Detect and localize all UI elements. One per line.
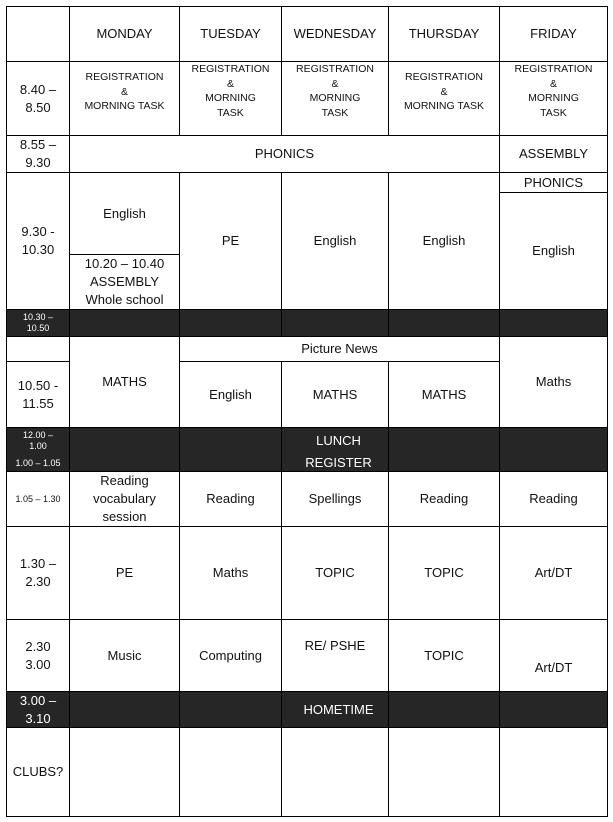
time-slot: 8.40 – 8.50 (19, 81, 57, 115)
lesson-monday: Music (107, 647, 142, 663)
lesson-friday: Maths (535, 374, 572, 389)
clubs-label: CLUBS? (12, 764, 64, 779)
time-slot: 2.30 3.00 (25, 638, 51, 672)
grid-line (607, 6, 608, 817)
assembly-friday: ASSEMBLY (518, 146, 589, 161)
time-slot: 1.00 – 1.05 (15, 457, 61, 468)
break-row-fill (6, 309, 608, 336)
grid-line (6, 816, 608, 817)
lesson-monday-maths: MATHS (102, 374, 147, 389)
lesson-monday: Reading vocabulary session (93, 473, 156, 524)
lesson-thursday: MATHS (421, 386, 467, 402)
registration-wednesday: REGISTRATION & MORNING TASK (296, 63, 374, 119)
lunch-label: LUNCH (316, 433, 361, 448)
day-header-monday: MONDAY (96, 26, 153, 41)
grid-line (6, 727, 608, 728)
registration-monday: REGISTRATION & MORNING TASK (84, 71, 165, 113)
time-slot: 10.30 – 10.50 (22, 312, 54, 333)
lesson-friday: Art/DT (534, 565, 573, 580)
phonics-mon-thu: PHONICS (254, 146, 315, 161)
lesson-wednesday: MATHS (312, 386, 358, 402)
time-slot: 12.00 – 1.00 (22, 430, 54, 451)
day-header-thursday: THURSDAY (408, 26, 480, 41)
day-header-tuesday: TUESDAY (200, 26, 261, 41)
registration-tuesday: REGISTRATION & MORNING TASK (191, 63, 270, 119)
hometime-label: HOMETIME (303, 701, 374, 717)
lesson-wednesday: English (313, 233, 357, 248)
lesson-wednesday: RE/ PSHE (304, 638, 366, 653)
time-slot: 1.30 – 2.30 (19, 556, 57, 589)
register-label: REGISTER (305, 455, 372, 470)
lesson-tuesday: Reading (206, 491, 255, 506)
lesson-tuesday: Maths (212, 565, 249, 580)
lesson-thursday: TOPIC (424, 647, 464, 663)
lesson-monday: PE (115, 565, 134, 580)
lesson-tuesday: Computing (199, 647, 262, 663)
time-slot: 8.55 – 9.30 (19, 137, 57, 170)
lesson-friday: Reading (529, 491, 578, 506)
lesson-thursday: TOPIC (424, 565, 464, 580)
grid-line (6, 309, 608, 310)
picture-news: Picture News (301, 341, 378, 356)
time-slot: 1.05 – 1.30 (15, 493, 61, 504)
lesson-wednesday: TOPIC (315, 565, 355, 580)
time-slot: 10.50 - 11.55 (17, 377, 59, 411)
lesson-tuesday: English (209, 386, 252, 402)
lesson-friday: English (532, 243, 575, 258)
lesson-friday: Art/DT (534, 660, 573, 675)
registration-thursday: REGISTRATION & MORNING TASK (403, 71, 485, 113)
lesson-monday-english: English (103, 205, 146, 221)
phonics-friday: PHONICS (523, 174, 584, 190)
assembly-whole-school: 10.20 – 10.40 ASSEMBLY Whole school (84, 256, 165, 307)
day-header-wednesday: WEDNESDAY (293, 26, 377, 41)
time-slot: 3.00 – 3.10 (19, 692, 57, 726)
lesson-thursday: Reading (419, 491, 469, 506)
lesson-tuesday: PE (221, 233, 240, 248)
lesson-thursday: English (422, 233, 466, 248)
day-header-friday: FRIDAY (530, 26, 577, 41)
registration-friday: REGISTRATION & MORNING TASK (514, 63, 593, 119)
lesson-wednesday: Spellings (308, 491, 362, 506)
time-slot: 9.30 - 10.30 (21, 224, 55, 257)
